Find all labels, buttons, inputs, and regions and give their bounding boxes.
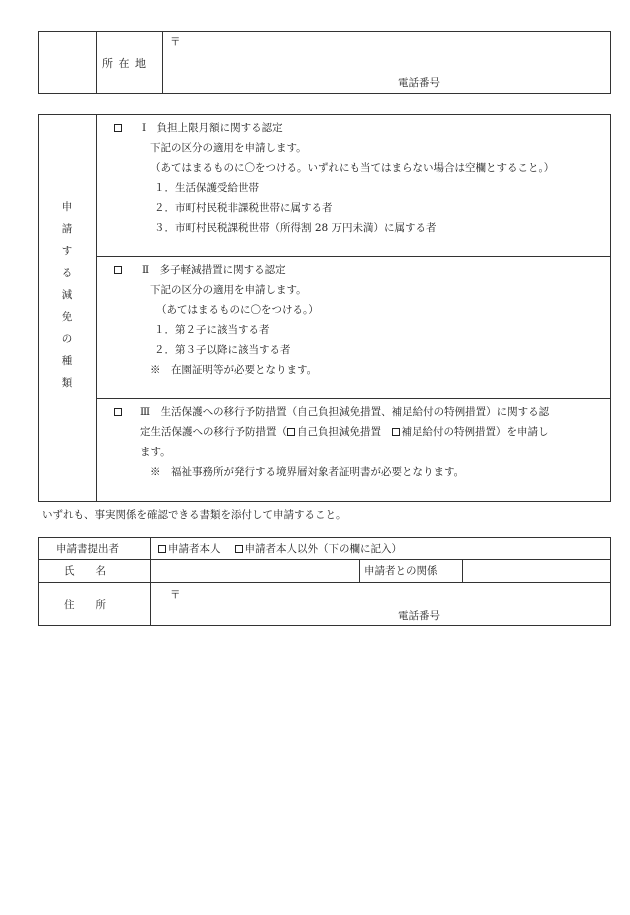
location-postal-mark[interactable]: 〒 xyxy=(170,36,181,48)
option1-item[interactable]: １．生活保護受給世帯 xyxy=(154,182,259,194)
side-label-char: 類 xyxy=(61,377,73,389)
location-label: 所 在 地 xyxy=(102,57,147,70)
self-label: 申請者本人 xyxy=(168,543,221,555)
side-label-char: 免 xyxy=(61,311,73,323)
attachment-footnote: いずれも、事実関係を確認できる書類を添付して申請すること。 xyxy=(42,509,347,521)
side-label-char: 減 xyxy=(61,289,73,301)
option3-checkbox[interactable] xyxy=(114,408,122,416)
relation-label: 申請者との関係 xyxy=(364,565,438,577)
address-label: 住 所 xyxy=(64,599,106,611)
option1-item[interactable]: ２．市町村民税非課税世帯に属する者 xyxy=(154,202,333,214)
relation-field[interactable] xyxy=(464,560,610,581)
side-label-char: 請 xyxy=(61,223,73,235)
address-postal-mark[interactable]: 〒 xyxy=(170,589,181,601)
side-label-char: 種 xyxy=(61,355,73,367)
submitter-row-label: 申請書提出者 xyxy=(56,543,119,555)
option1-title: Ⅰ 負担上限月額に関する認定 xyxy=(142,122,283,134)
other-checkbox[interactable] xyxy=(235,545,243,553)
option-divider-2 xyxy=(96,398,611,399)
option-divider-1 xyxy=(96,256,611,257)
option3-line2-text: 定生活保護への移行予防措置（ xyxy=(140,426,287,438)
address-phone-label[interactable]: 電話番号 xyxy=(398,610,440,622)
option2-title: Ⅱ 多子軽減措置に関する認定 xyxy=(142,264,286,276)
option2-note: ※ 在園証明等が必要となります。 xyxy=(150,364,318,376)
option2-checkbox[interactable] xyxy=(114,266,122,274)
option3-line3: ます。 xyxy=(140,446,171,458)
option2-line2: （あてはまるものに〇をつける。） xyxy=(156,304,319,316)
side-label-char: す xyxy=(61,245,73,257)
option3-note: ※ 福祉事務所が発行する境界層対象者証明書が必要となります。 xyxy=(150,466,465,478)
choice-b-label: 補足給付の特例措置）を申請し xyxy=(401,426,549,438)
option1-line2: （あてはまるものに〇をつける。いずれにも当てはまらない場合は空欄とすること。） xyxy=(150,162,555,174)
submitter-row-divider-2 xyxy=(38,582,611,583)
choice-b-checkbox[interactable] xyxy=(392,428,400,436)
option1-item[interactable]: ３．市町村民税課税世帯（所得割 28 万円未満）に属する者 xyxy=(154,222,437,234)
side-label-char: る xyxy=(61,267,73,279)
location-divider-2 xyxy=(162,31,163,94)
option1-line1: 下記の区分の適用を申請します。 xyxy=(150,142,307,154)
name-divider-1 xyxy=(359,559,360,582)
submitter-options xyxy=(158,544,402,555)
option3-line2 xyxy=(140,427,549,438)
option1-checkbox[interactable] xyxy=(114,124,122,132)
self-checkbox[interactable] xyxy=(158,545,166,553)
option3-line1: Ⅲ 生活保護への移行予防措置（自己負担減免措置、補足給付の特例措置）に関する認 xyxy=(140,406,550,418)
reduction-side-divider xyxy=(96,114,97,502)
name-field[interactable] xyxy=(152,560,358,581)
location-phone-label[interactable]: 電話番号 xyxy=(398,77,440,89)
choice-a-checkbox[interactable] xyxy=(287,428,295,436)
option2-item[interactable]: １．第２子に該当する者 xyxy=(154,324,270,336)
side-label-char: の xyxy=(61,333,73,345)
option2-item[interactable]: ２．第３子以降に該当する者 xyxy=(154,344,291,356)
location-divider-1 xyxy=(96,31,97,94)
name-label: 氏 名 xyxy=(64,565,106,577)
choice-a-label: 自己負担減免措置 xyxy=(297,426,392,438)
side-label-char: 申 xyxy=(61,201,73,213)
other-label: 申請者本人以外（下の欄に記入） xyxy=(244,543,402,555)
name-divider-2 xyxy=(462,559,463,582)
option2-line1: 下記の区分の適用を申請します。 xyxy=(150,284,307,296)
